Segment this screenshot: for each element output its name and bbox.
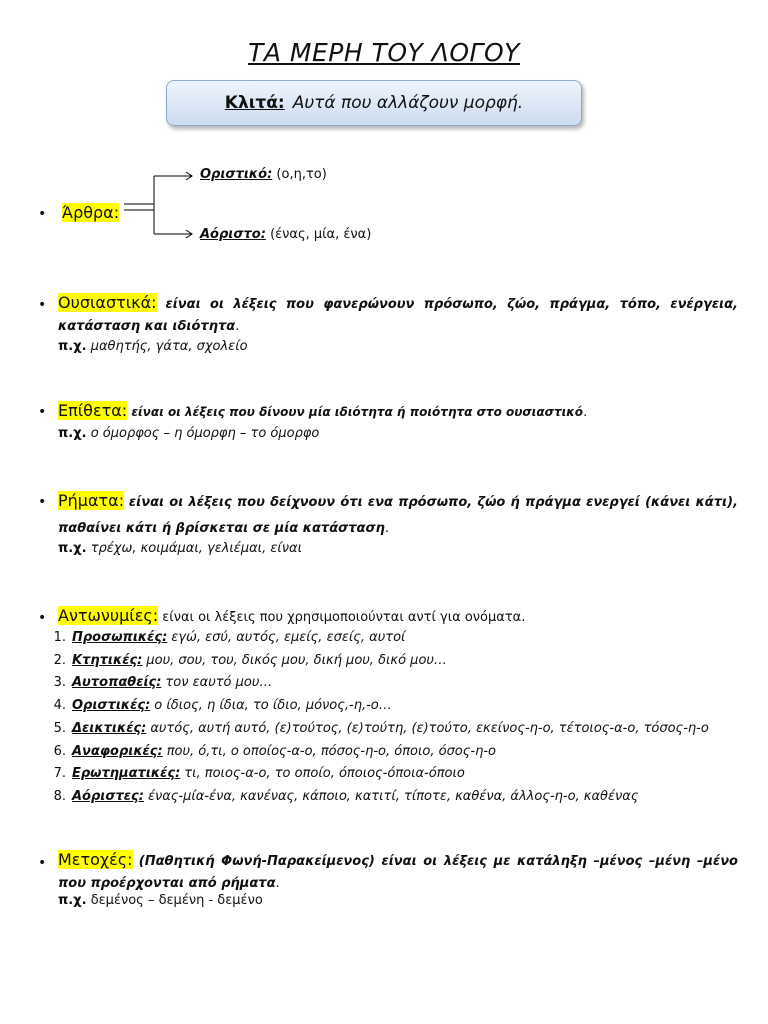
aoristo-value: (ένας, μία, ένα): [270, 227, 372, 242]
example-label: π.χ.: [58, 541, 87, 556]
pronoun-item-label: Δεικτικές:: [72, 721, 147, 736]
pronoun-item: [72, 744, 496, 759]
bullet: •: [38, 404, 47, 420]
bullet: •: [38, 610, 47, 626]
pronoun-item: [72, 698, 392, 713]
epitheta-def: είναι οι λέξεις που δίνουν μία ιδιότητα ή ποιότητα στο ουσιαστικό: [131, 405, 584, 419]
oristiko-label: Οριστικό:: [200, 167, 273, 182]
pronoun-item-label: Προσωπικές:: [72, 630, 168, 645]
arthra-branch-arrows: [124, 168, 204, 242]
example-text: τρέχω, κοιμάμαι, γελιέμαι, είναι: [90, 541, 302, 556]
pronoun-item: [72, 766, 465, 781]
pronoun-item: [72, 675, 272, 690]
period: .: [235, 319, 240, 334]
pronoun-item-number: 1.: [53, 630, 66, 645]
pronoun-item-text: ένας-μία-ένα, κανένας, κάποιο, κατιτί, τίποτε, καθένα, άλλος-η-ο, καθένας: [147, 789, 639, 804]
example-label: π.χ.: [58, 893, 87, 908]
klita-label: Κλιτά:: [224, 93, 285, 113]
metoxes-def: (Παθητική Φωνή-Παρακείμενος) είναι οι λέξεις με κατάληξη –μένος –μένη –μένο που προέρχονται από ρήματα: [58, 854, 738, 891]
pronoun-item-number: 8.: [53, 789, 66, 804]
rimata-heading: Ρήματα:: [58, 491, 125, 510]
pronoun-item-label: Κτητικές:: [72, 653, 143, 668]
pronoun-item-number: 6.: [53, 744, 66, 759]
pronoun-item: [72, 789, 638, 804]
period: .: [583, 405, 588, 420]
klita-text: Αυτά που αλλάζουν μορφή.: [292, 93, 524, 113]
example-label: π.χ.: [58, 339, 87, 354]
pronoun-item-label: Αόριστες:: [72, 789, 144, 804]
pronoun-item: [72, 721, 709, 736]
pronoun-item-text: αυτός, αυτή αυτό, (ε)τούτος, (ε)τούτη, (ε)τούτο, εκείνος-η-ο, τέτοιος-α-ο, τόσος-η-ο: [150, 721, 709, 736]
bullet: •: [38, 494, 47, 510]
rimata-definition: [58, 488, 738, 542]
bullet: •: [38, 297, 47, 313]
klita-box: [166, 80, 582, 126]
antonymies-def: είναι οι λέξεις που χρησιμοποιούνται αντί για ονόματα.: [162, 610, 526, 625]
rimata-def: είναι οι λέξεις που δείχνουν ότι ενα πρόσωπο, ζώο ή πράγμα ενεργεί (κάνει κάτι), παθαίνει κάτι ή βρίσκεται σε μία κατάσταση: [58, 495, 738, 536]
bullet: •: [38, 206, 47, 222]
page-title: ΤΑ ΜΕΡΗ ΤΟΥ ΛΟΓΟΥ: [248, 38, 520, 67]
ousiastika-example: [58, 339, 748, 354]
example-text: δεμένος – δεμένη - δεμένο: [90, 893, 263, 908]
pronoun-item-text: τι, ποιος-α-ο, το οποίο, όποιος-όποια-όποιο: [184, 766, 465, 781]
pronoun-item-number: 4.: [53, 698, 66, 713]
pronoun-item-label: Ερωτηματικές:: [72, 766, 181, 781]
pronoun-item-label: Οριστικές:: [72, 698, 151, 713]
epitheta-definition: [58, 401, 748, 420]
pronoun-item-text: εγώ, εσύ, αυτός, εμείς, εσείς, αυτοί: [171, 630, 406, 645]
pronoun-item-number: 5.: [53, 721, 66, 736]
pronoun-item-number: 7.: [53, 766, 66, 781]
epitheta-example: [58, 426, 748, 441]
pronoun-item: [72, 653, 447, 668]
metoxes-definition: [58, 849, 738, 895]
antonymies-definition: [58, 606, 748, 625]
pronoun-item-label: Αυτοπαθείς:: [72, 675, 162, 690]
pronoun-item-text: ο ίδιος, η ίδια, το ίδιο, μόνος,-η,-ο…: [154, 698, 392, 713]
arthra-heading: Άρθρα:: [62, 203, 120, 222]
ousiastika-def: είναι οι λέξεις που φανερώνουν πρόσωπο, ζώο, πράγμα, τόπο, ενέργεια, κατάσταση και ιδιότητα: [58, 297, 738, 334]
pronoun-item-label: Αναφορικές:: [72, 744, 163, 759]
arthra-oristiko: [200, 167, 327, 182]
bullet: •: [38, 855, 47, 871]
pronoun-item-number: 2.: [53, 653, 66, 668]
pronoun-item-text: τον εαυτό μου…: [165, 675, 273, 690]
period: .: [384, 521, 389, 536]
period: .: [275, 876, 280, 891]
aoristo-label: Αόριστο:: [200, 227, 266, 242]
example-text: μαθητής, γάτα, σχολείο: [90, 339, 248, 354]
pronoun-item-text: που, ό,τι, ο οποίος-α-ο, πόσος-η-ο, όποιο, όσος-η-ο: [166, 744, 496, 759]
arthra-aoristo: [200, 227, 371, 242]
example-text: ο όμορφος – η όμορφη – το όμορφο: [90, 426, 320, 441]
pronoun-item-number: 3.: [53, 675, 66, 690]
rimata-example: [58, 541, 748, 556]
oristiko-value: (ο,η,το): [276, 167, 327, 182]
antonymies-heading: Αντωνυμίες:: [58, 606, 159, 625]
metoxes-example: [58, 893, 748, 908]
ousiastika-definition: [58, 292, 738, 338]
pronoun-item: [72, 630, 405, 645]
example-label: π.χ.: [58, 426, 87, 441]
pronoun-item-text: μου, σου, του, δικός μου, δική μου, δικό μου…: [146, 653, 447, 668]
ousiastika-heading: Ουσιαστικά:: [58, 293, 157, 312]
epitheta-heading: Επίθετα:: [58, 401, 128, 420]
metoxes-heading: Μετοχές:: [58, 850, 133, 869]
